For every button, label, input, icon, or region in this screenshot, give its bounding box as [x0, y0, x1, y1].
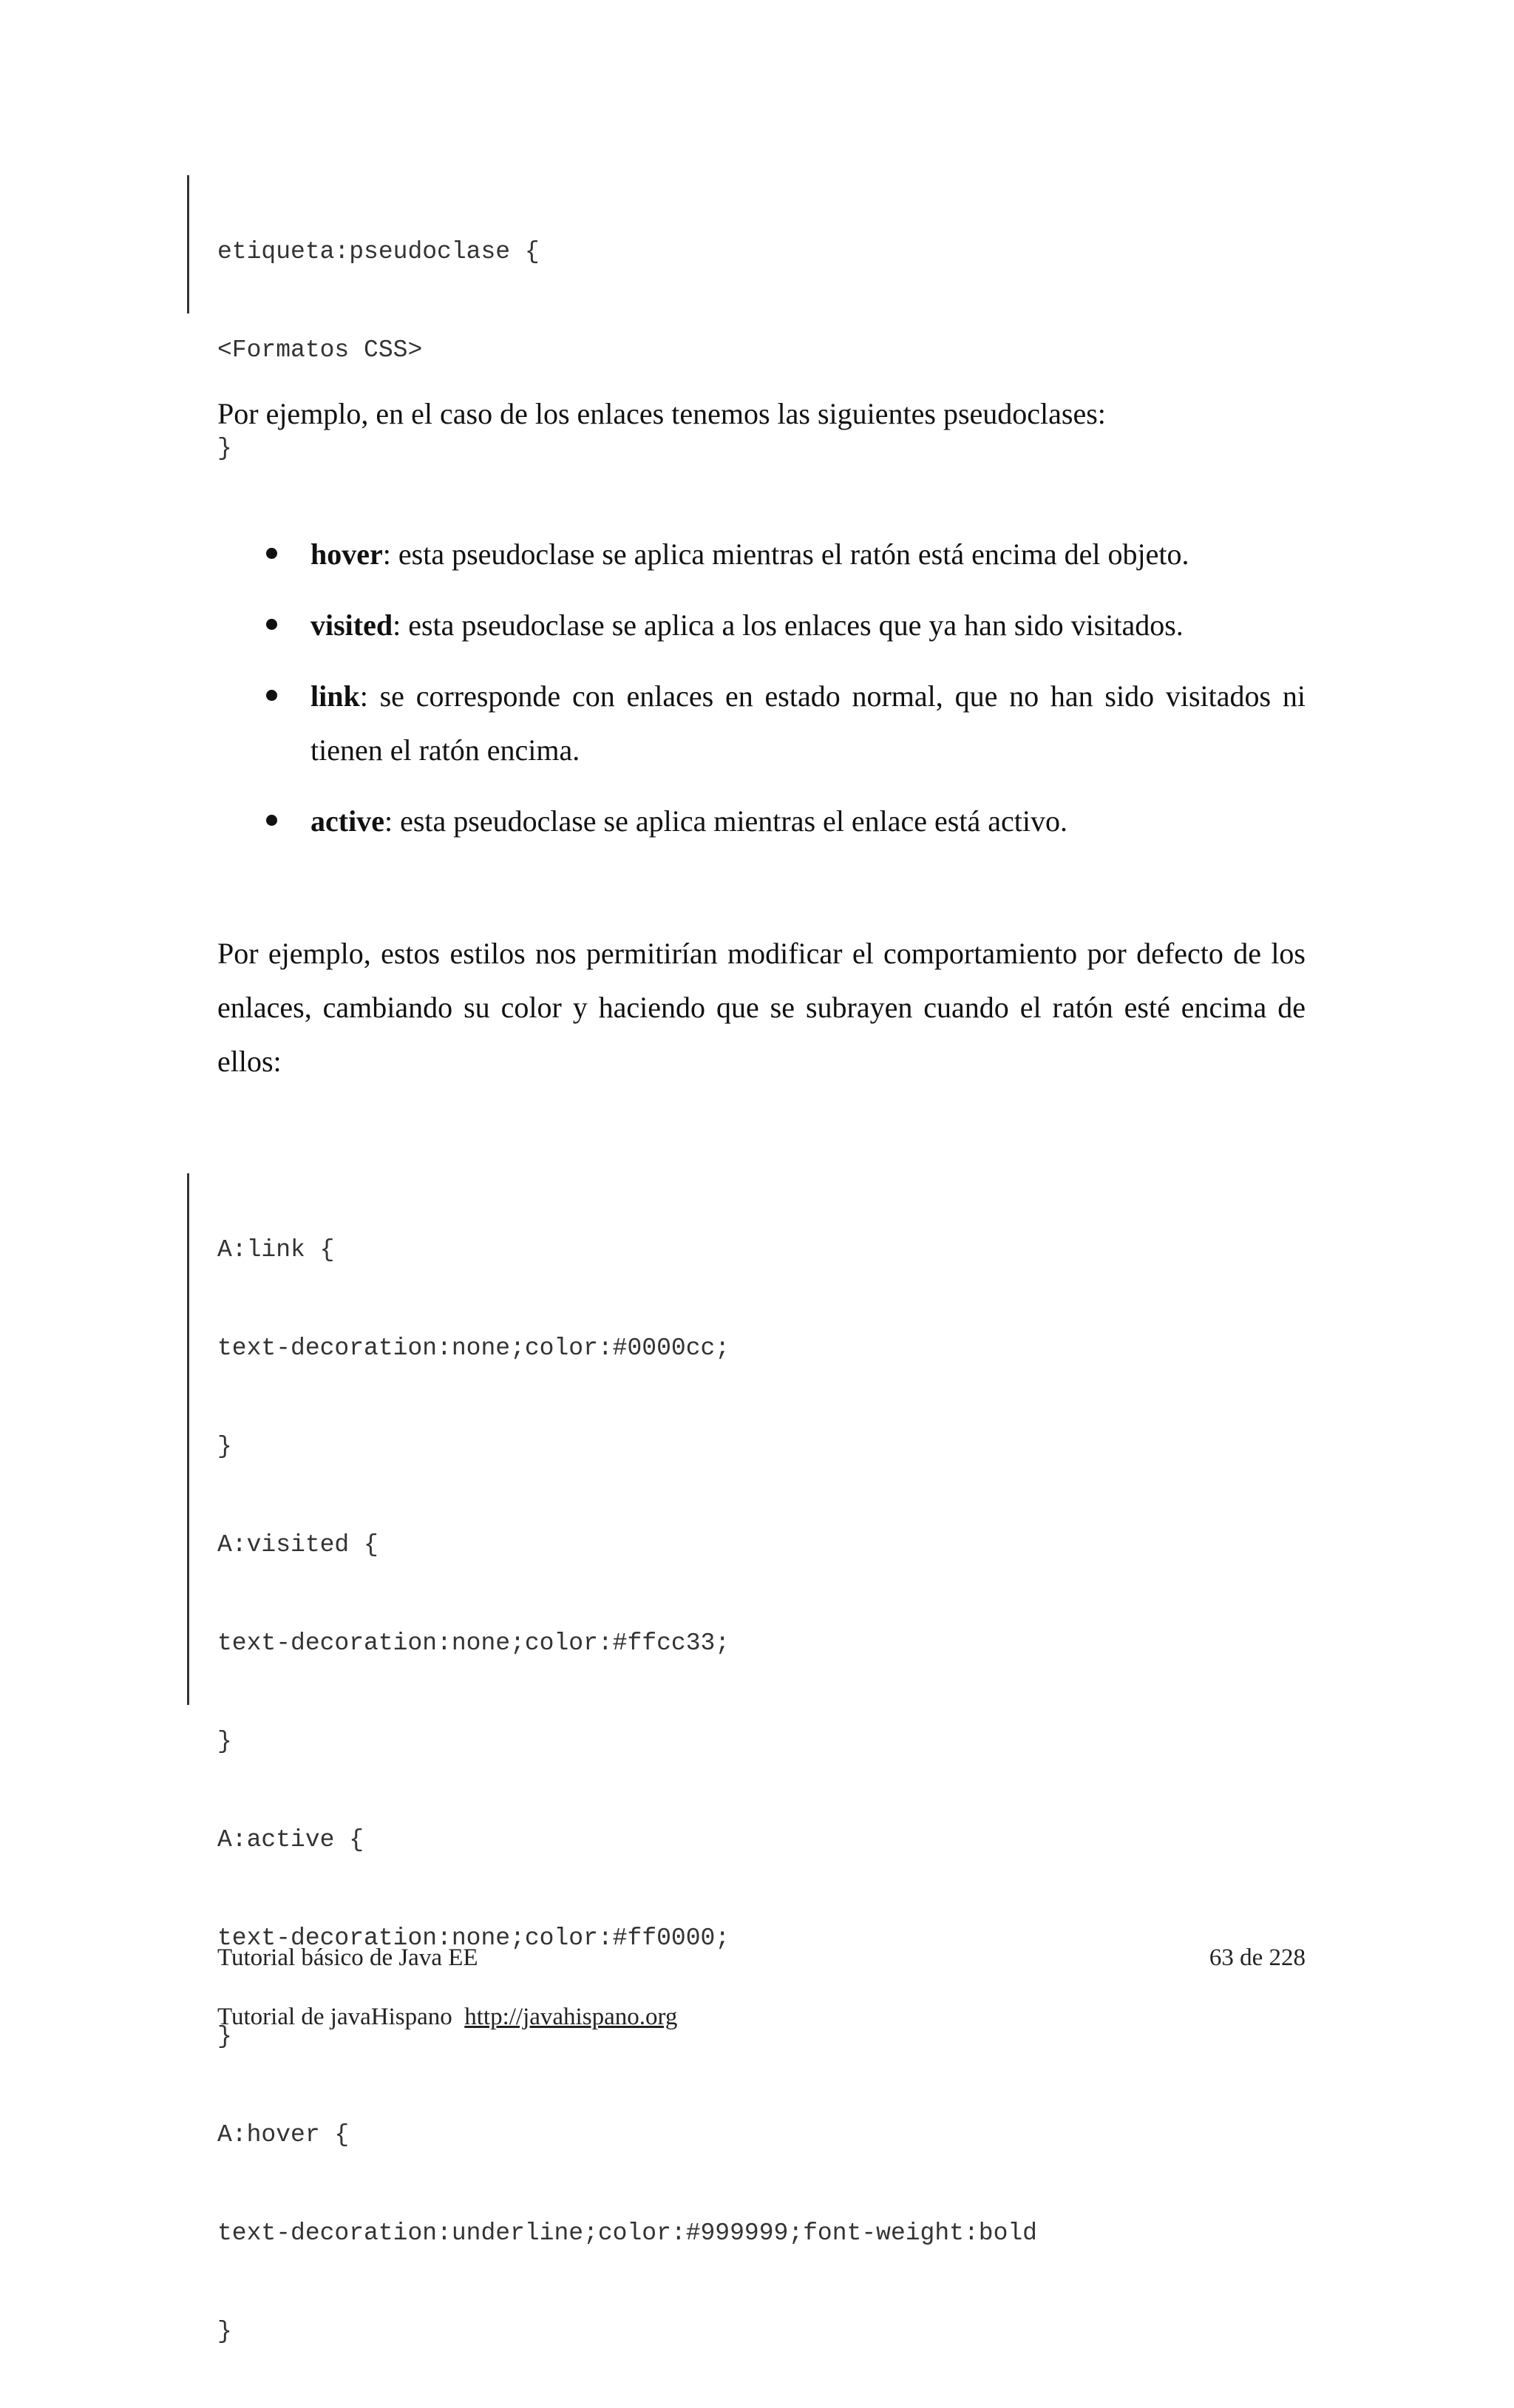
code-line: A:hover { [217, 2121, 350, 2148]
list-item [217, 527, 1306, 581]
code-line: } [217, 1728, 232, 1755]
code-line: text-decoration:none;color:#0000cc; [217, 1334, 730, 1362]
code-line: } [217, 2318, 232, 2345]
bullet-term: visited [310, 608, 393, 642]
code-line: A:active { [217, 1826, 364, 1854]
code-line: text-decoration:none;color:#ff0000; [217, 1924, 730, 1952]
list-item [217, 598, 1306, 652]
code-line: etiqueta:pseudoclase { [217, 238, 540, 265]
pseudoclass-list [217, 527, 1306, 865]
bullet-term: active [310, 804, 384, 838]
list-item [217, 794, 1306, 848]
code-line: text-decoration:underline;color:#999999;font-weight:bold [217, 2219, 1037, 2247]
bullet-icon [266, 815, 277, 826]
code-block-syntax [187, 175, 540, 462]
code-line: } [217, 2023, 232, 2050]
list-item [217, 669, 1306, 777]
code-line: } [217, 435, 232, 462]
page-number: 63 de 228 [1209, 1944, 1306, 1971]
bullet-text: : esta pseudoclase se aplica mientras el ratón está encima del objeto. [382, 537, 1189, 571]
code-line: } [217, 1433, 232, 1460]
bullet-icon [266, 548, 277, 559]
footer-credit [217, 2004, 677, 2031]
bullet-text: : esta pseudoclase se aplica mientras el enlace está activo. [384, 804, 1067, 838]
bullet-text: : esta pseudoclase se aplica a los enlaces que ya han sido visitados. [393, 608, 1184, 642]
footer-url-link[interactable]: http://javahispano.org [464, 2004, 678, 2030]
bullet-term: link [310, 679, 360, 713]
bullet-icon [266, 619, 277, 630]
code-line: <Formatos CSS> [217, 336, 423, 364]
bullet-icon [266, 690, 277, 701]
code-line: A:link { [217, 1236, 335, 1264]
example-paragraph: Por ejemplo, estos estilos nos permitirían modificar el comportamiento por defecto de los enlaces, cambiando su color y haciendo que se subrayen cuando el ratón esté encima de ellos: [217, 937, 1306, 1078]
bullet-term: hover [310, 537, 383, 571]
footer-tutorial-label: Tutorial de javaHispano [217, 2004, 452, 2030]
footer-title: Tutorial básico de Java EE [217, 1944, 478, 1971]
intro-paragraph: Por ejemplo, en el caso de los enlaces tenemos las siguientes pseudoclases: [217, 397, 1106, 430]
code-line: A:visited { [217, 1531, 378, 1559]
code-line: text-decoration:none;color:#ffcc33; [217, 1629, 730, 1657]
bullet-text: : se corresponde con enlaces en estado normal, que no han sido visitados ni tienen el ratón encima. [310, 679, 1306, 767]
